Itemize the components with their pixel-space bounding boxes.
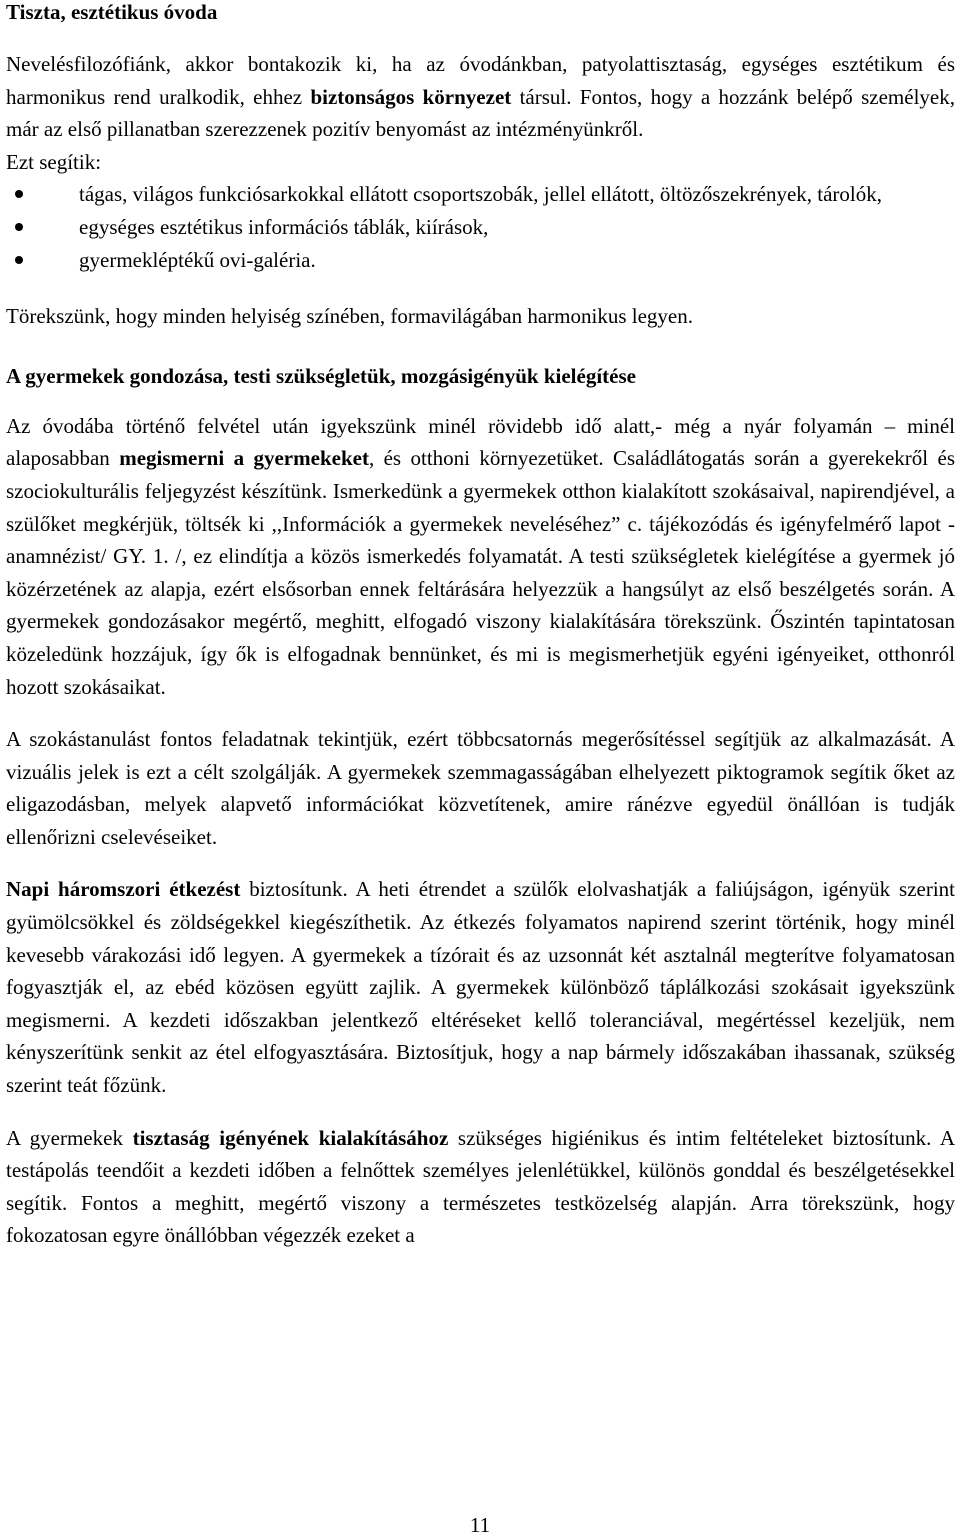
text-segment: A gyermekek bbox=[6, 1125, 133, 1150]
text-segment: Az óvodába történő felvétel után igyekszünk minél rövidebb idő alatt,- még a nyár folyamán – minél alaposabban bbox=[6, 413, 955, 471]
text-segment: társul. Fontos, hogy a hozzánk belépő személyek, már az első pillanatban szerezzenek pozitív benyomást az intézményünkről. bbox=[6, 84, 955, 142]
bold-phrase: megismerni a gyermekeket bbox=[119, 446, 369, 471]
paragraph-habit-learning: A szokástanulást fontos feladatnak tekintjük, ezért többcsatornás megerősítéssel segítjük az alkalmazását. A vizuális jelek is ezt a célt szolgálják. A gyermekek szemmagasságában elhelyezett piktogramok segítik őket az eligazodásban, melyek alapvető információkat közvetítenek, amire ránézve egyedül önállóan is tudják ellenőrizni cselevéseiket. bbox=[6, 727, 955, 849]
bullet-icon bbox=[15, 256, 23, 264]
text-segment: Nevelésfilozófiánk, akkor bontakozik ki, ha az óvodánkban, patyolattisztaság, egységes esztétikum és harmonikus rend uralkodik, ehhez bbox=[6, 52, 955, 109]
text-segment: szükséges higiénikus és intim feltételeket biztosítunk. A testápolás teendőit a kezdeti időben a felnőttek személyes jelenlétükkel, különös gonddal és beszélgetésekkel segítik. Fontos a meghitt, megértő viszony a természetes testközelség alapján. Arra törekszünk, hogy fokozatosan egyre önállóbban végezzék ezeket a bbox=[6, 1125, 955, 1248]
bold-phrase: Napi háromszori étkezést bbox=[6, 877, 241, 902]
text-segment: , és otthoni környezetüket. Családlátogatás során a gyerekekről és szociokulturális feljegyzést készítünk. Ismerkedünk a gyermekek otthon kialakított szokásaival, napirendjével, a szülőket megkérjük, töltsék ki ,,Információk a gyermekek neveléséhez” c. tájékozódás és igényfelmérő lapot - anamnézist/ GY. 1. /, ez elindítja a közös ismerkedés folyamatát. A testi szükségletek kielégítése a gyermek jó közérzetének az alapja, ezért elsősorban ennek feltárására helyezzük a hangsúlyt az első beszélgetés során. A gyermekek gondozásakor megértő, meghitt, elfogadó viszony kialakítására törekszünk. Őszintén tapintatosan közeledünk hozzájuk, így ők is elfogadnak bennünket, és mi is megismerhetjük egyéni igényeiket, otthonról hozott szokásaikat. bbox=[6, 446, 955, 699]
list-item-text: tágas, világos funkciósarkokkal ellátott csoportszobák, jellel ellátott, öltözőszekrények, tárolók, bbox=[79, 182, 883, 207]
page-number: 11 bbox=[469, 1513, 491, 1537]
bullet-icon bbox=[15, 190, 23, 198]
text-segment: biztosítunk. A heti étrendet a szülők elolvashatják a faliújságon, igényük szerint gyümölcsökkel és zöldségekkel kiegészíthetik. Az étkezés folyamatos napirend szerint történik, hogy minél kevesebb várakozási idő legyen. A gyermekek a tízórait és az uzsonnát két asztalnál megterítve folyamatosan fogyasztják el, az ebéd közösen együtt zajlik. A gyermekek különböző táplálkozási szokásait igyekszünk megismerni. A kezdeti időszakban jelentkező eltéréseket kellő toleranciával, megértéssel kezeljük, nem kényszerítünk senkit az étel elfogyasztására. Biztosítjuk, hogy a nap bármely időszakában ihassanak, szükség szerint teát főzünk. bbox=[6, 877, 956, 1098]
list-item-text: gyermekléptékű ovi-galéria. bbox=[79, 247, 316, 272]
section-heading-clean-kindergarten: Tiszta, esztétikus óvoda bbox=[6, 0, 218, 24]
paragraph-meals bbox=[6, 873, 955, 1101]
paragraph-intro: Ezt segítik: bbox=[6, 149, 102, 174]
bullet-icon bbox=[15, 223, 23, 231]
paragraph-harmony: Törekszünk, hogy minden helyiség színében, formavilágában harmonikus legyen. bbox=[6, 304, 693, 329]
list-item bbox=[6, 244, 955, 277]
section-heading-care: A gyermekek gondozása, testi szükségletük, mozgásigényük kielégítése bbox=[6, 363, 636, 388]
paragraph-admission bbox=[6, 410, 955, 703]
document-page bbox=[6, 0, 955, 1252]
list-item bbox=[6, 211, 955, 244]
list-item bbox=[6, 178, 955, 211]
bold-phrase: biztonságos környezet bbox=[310, 84, 512, 109]
paragraph-philosophy bbox=[6, 48, 955, 146]
bullet-list bbox=[6, 178, 955, 276]
bold-phrase: tisztaság igényének kialakításához bbox=[132, 1125, 449, 1150]
list-item-text: egységes esztétikus információs táblák, kiírások, bbox=[79, 214, 489, 239]
paragraph-hygiene bbox=[6, 1122, 955, 1252]
